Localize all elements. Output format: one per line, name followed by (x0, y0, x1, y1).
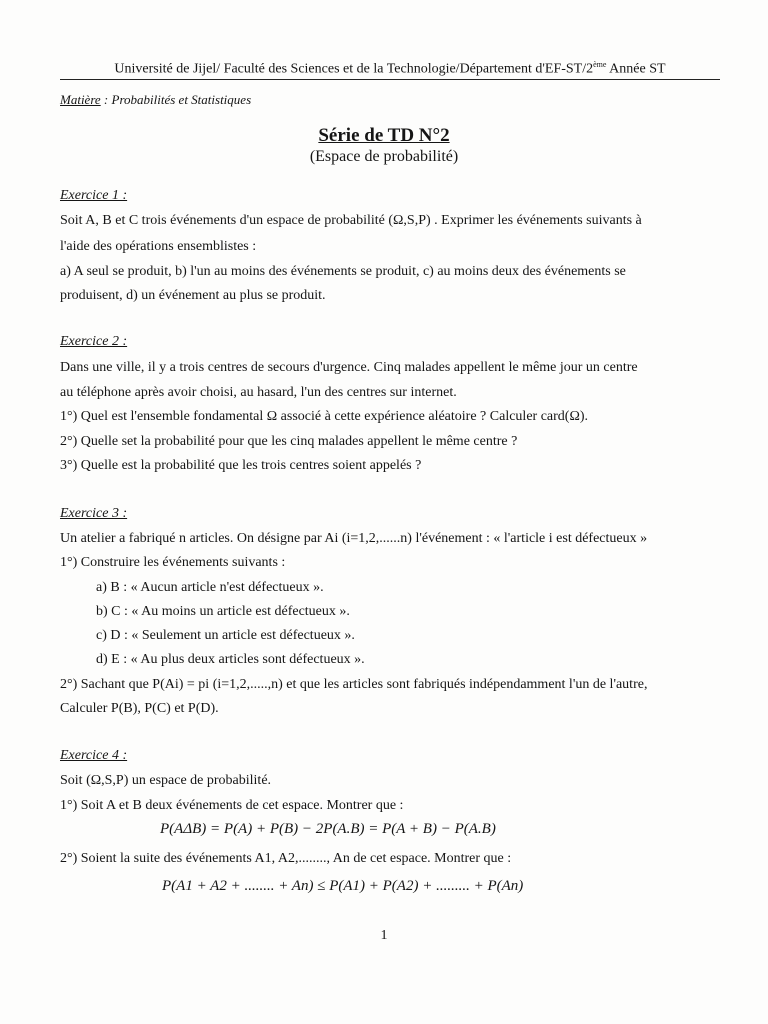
exercise-2-line-4: 2°) Quelle set la probabilité pour que les cinq malades appellent le même centre ? (60, 434, 518, 449)
exercise-2-line-2: au téléphone après avoir choisi, au hasard, l'un des centres sur internet. (60, 385, 457, 400)
exercise-2-line-5: 3°) Quelle est la probabilité que les trois centres soient appelés ? (60, 458, 422, 473)
exercise-4-line-1: Soit (Ω,S,P) un espace de probabilité. (60, 773, 272, 788)
header-text: Université de Jijel/ Faculté des Sciences et de la Technologie/Département d'EF-ST/2 (114, 61, 594, 77)
exercise-2-line-3: 1°) Quel est l'ensemble fondamental Ω associé à cette expérience aléatoire ? Calculer card(Ω). (60, 409, 589, 424)
page-subtitle: (Espace de probabilité) (309, 148, 459, 165)
document-header (60, 56, 720, 80)
exercise-3-title: Exercice 3 : (60, 506, 128, 521)
exercise-4-formula-1: P(AΔB) = P(A) + P(B) − 2P(A.B) = P(A + B) − P(A.B) (160, 821, 496, 837)
exercise-3-line-1: Un atelier a fabriqué n articles. On désigne par Ai (i=1,2,......n) l'événement : « l'article i est défectueux » (60, 531, 648, 546)
exercise-3-item-d: d) E : « Au plus deux articles sont défectueux ». (96, 652, 365, 667)
exercise-3-item-b: b) C : « Au moins un article est défectueux ». (96, 604, 350, 619)
exercise-1-line-3: a) A seul se produit, b) l'un au moins des événements se produit, c) au moins deux des événements se (60, 264, 626, 279)
page-title: Série de TD N°2 (318, 125, 450, 146)
exercise-1-line-1: Soit A, B et C trois événements d'un espace de probabilité (Ω,S,P) . Exprimer les événements suivants à (60, 213, 642, 228)
exercise-4-title: Exercice 4 : (60, 748, 128, 763)
exercise-3-item-a: a) B : « Aucun article n'est défectueux ». (96, 580, 324, 595)
page-number: 1 (380, 928, 388, 943)
exercise-1-title: Exercice 1 : (60, 188, 128, 203)
exercise-4-formula-2: P(A1 + A2 + ........ + An) ≤ P(A1) + P(A2) + ......... + P(An) (162, 878, 524, 894)
header-tail: Année ST (606, 61, 666, 77)
exercise-3-line-3: 2°) Sachant que P(Ai) = pi (i=1,2,.....,n) et que les articles sont fabriqués indépendamment l'un de l'autre, (60, 677, 648, 692)
subject-value: : Probabilités et Statistiques (100, 92, 252, 107)
exercise-4-line-3: 2°) Soient la suite des événements A1, A2,........, An de cet espace. Montrer que : (60, 851, 512, 866)
exercise-4-line-2: 1°) Soit A et B deux événements de cet espace. Montrer que : (60, 798, 404, 813)
subject-label: Matière (60, 92, 101, 107)
header-superscript: ème (593, 60, 607, 69)
exercise-3-line-4: Calculer P(B), P(C) et P(D). (60, 701, 219, 716)
subject-line (60, 92, 251, 108)
title-block (0, 125, 768, 167)
exercise-1-line-4: produisent, d) un événement au plus se produit. (60, 288, 326, 303)
exercise-3-item-c: c) D : « Seulement un article est défectueux ». (96, 628, 355, 643)
exercise-2-title: Exercice 2 : (60, 334, 128, 349)
exercise-2-line-1: Dans une ville, il y a trois centres de secours d'urgence. Cinq malades appellent le même jour un centre (60, 360, 638, 375)
exercise-1-line-2: l'aide des opérations ensemblistes : (60, 239, 257, 254)
exercise-3-line-2: 1°) Construire les événements suivants : (60, 555, 286, 570)
